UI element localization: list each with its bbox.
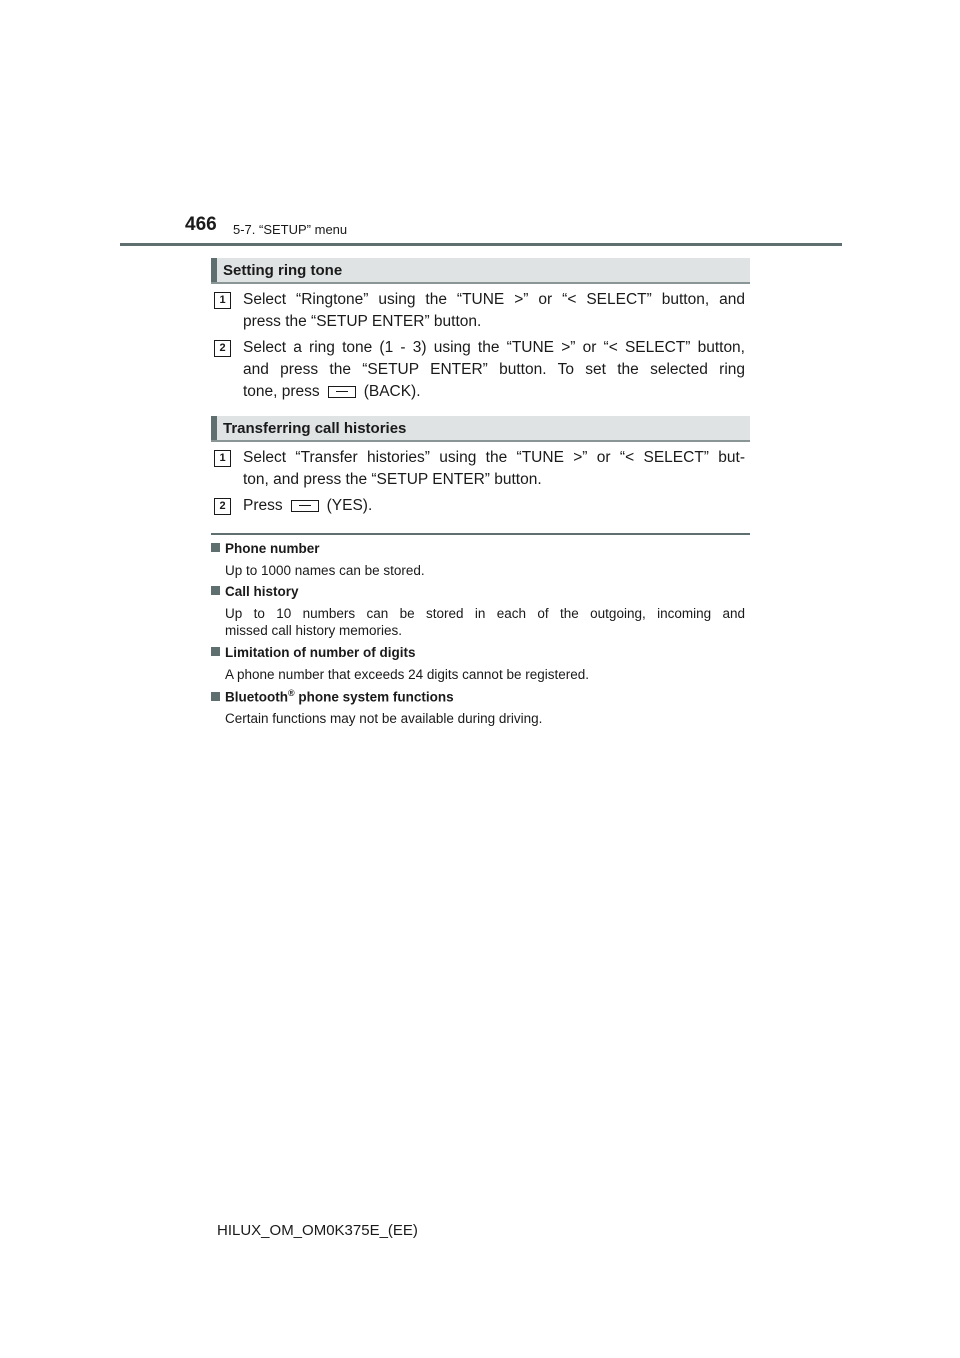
note-title-main: Bluetooth [225,689,288,705]
step-line-after-key: (BACK). [363,383,421,400]
note-square-icon [211,543,220,552]
step-badge-1: 1 [214,450,231,467]
note-title-text: Limitation of number of digits [225,645,416,660]
note-body [225,562,745,579]
notes-rule [211,533,750,535]
step-line [243,495,745,517]
step-text [243,495,745,517]
step-line: ton, and press the “SETUP ENTER” button. [243,471,542,488]
yes-key-icon [291,500,319,512]
note-title-text: Phone number [225,541,320,556]
step-text [243,289,745,333]
registered-mark: ® [288,688,295,698]
note-square-icon [211,692,220,701]
note-title-bluetooth-functions [211,688,454,705]
note-line: missed call history memories. [225,623,403,638]
back-key-icon [328,386,356,398]
note-square-icon [211,586,220,595]
note-body [225,710,745,727]
step-text [243,447,745,491]
heading-setting-ring-tone [211,258,750,284]
note-title-phone-number [211,541,320,556]
step-text [243,337,745,403]
note-title-call-history [211,584,299,599]
step-badge-1: 1 [214,292,231,309]
heading-accent [211,416,217,440]
heading-text: Setting ring tone [223,262,343,279]
note-body [225,666,745,683]
section-title: 5-7. “SETUP” menu [233,222,348,237]
step-line: Select “Transfer histories” using the “TUNE >” or “< SELECT” but- [243,449,745,466]
heading-accent [211,258,217,282]
step-line-before-key: Press [243,497,283,514]
step-line: Select “Ringtone” using the “TUNE >” or “< SELECT” button, and [243,291,745,308]
step-line: Select a ring tone (1 - 3) using the “TUNE >” or “< SELECT” button, [243,339,745,356]
step-line [243,381,745,403]
heading-transferring-call-histories [211,416,750,442]
step-line-after-key: (YES). [326,497,373,514]
step-line: and press the “SETUP ENTER” button. To set the selected ring [243,361,745,378]
document-code: HILUX_OM_OM0K375E_(EE) [217,1222,418,1239]
step-badge-2: 2 [214,340,231,357]
step-line-before-key: tone, press [243,383,320,400]
note-body [225,605,745,639]
note-title-rest: phone system functions [294,689,454,705]
note-line: A phone number that exceeds 24 digits cannot be registered. [225,667,589,682]
header-rule [120,243,842,246]
note-line: Up to 1000 names can be stored. [225,563,425,578]
note-title-limitation-of-digits [211,645,415,660]
heading-text: Transferring call histories [223,420,407,437]
step-badge-2: 2 [214,498,231,515]
note-line: Certain functions may not be available during driving. [225,711,543,726]
page-number: 466 [185,214,217,235]
note-line: Up to 10 numbers can be stored in each of the outgoing, incoming and [225,606,745,621]
note-square-icon [211,647,220,656]
step-line: press the “SETUP ENTER” button. [243,313,482,330]
note-title-text: Call history [225,584,299,599]
